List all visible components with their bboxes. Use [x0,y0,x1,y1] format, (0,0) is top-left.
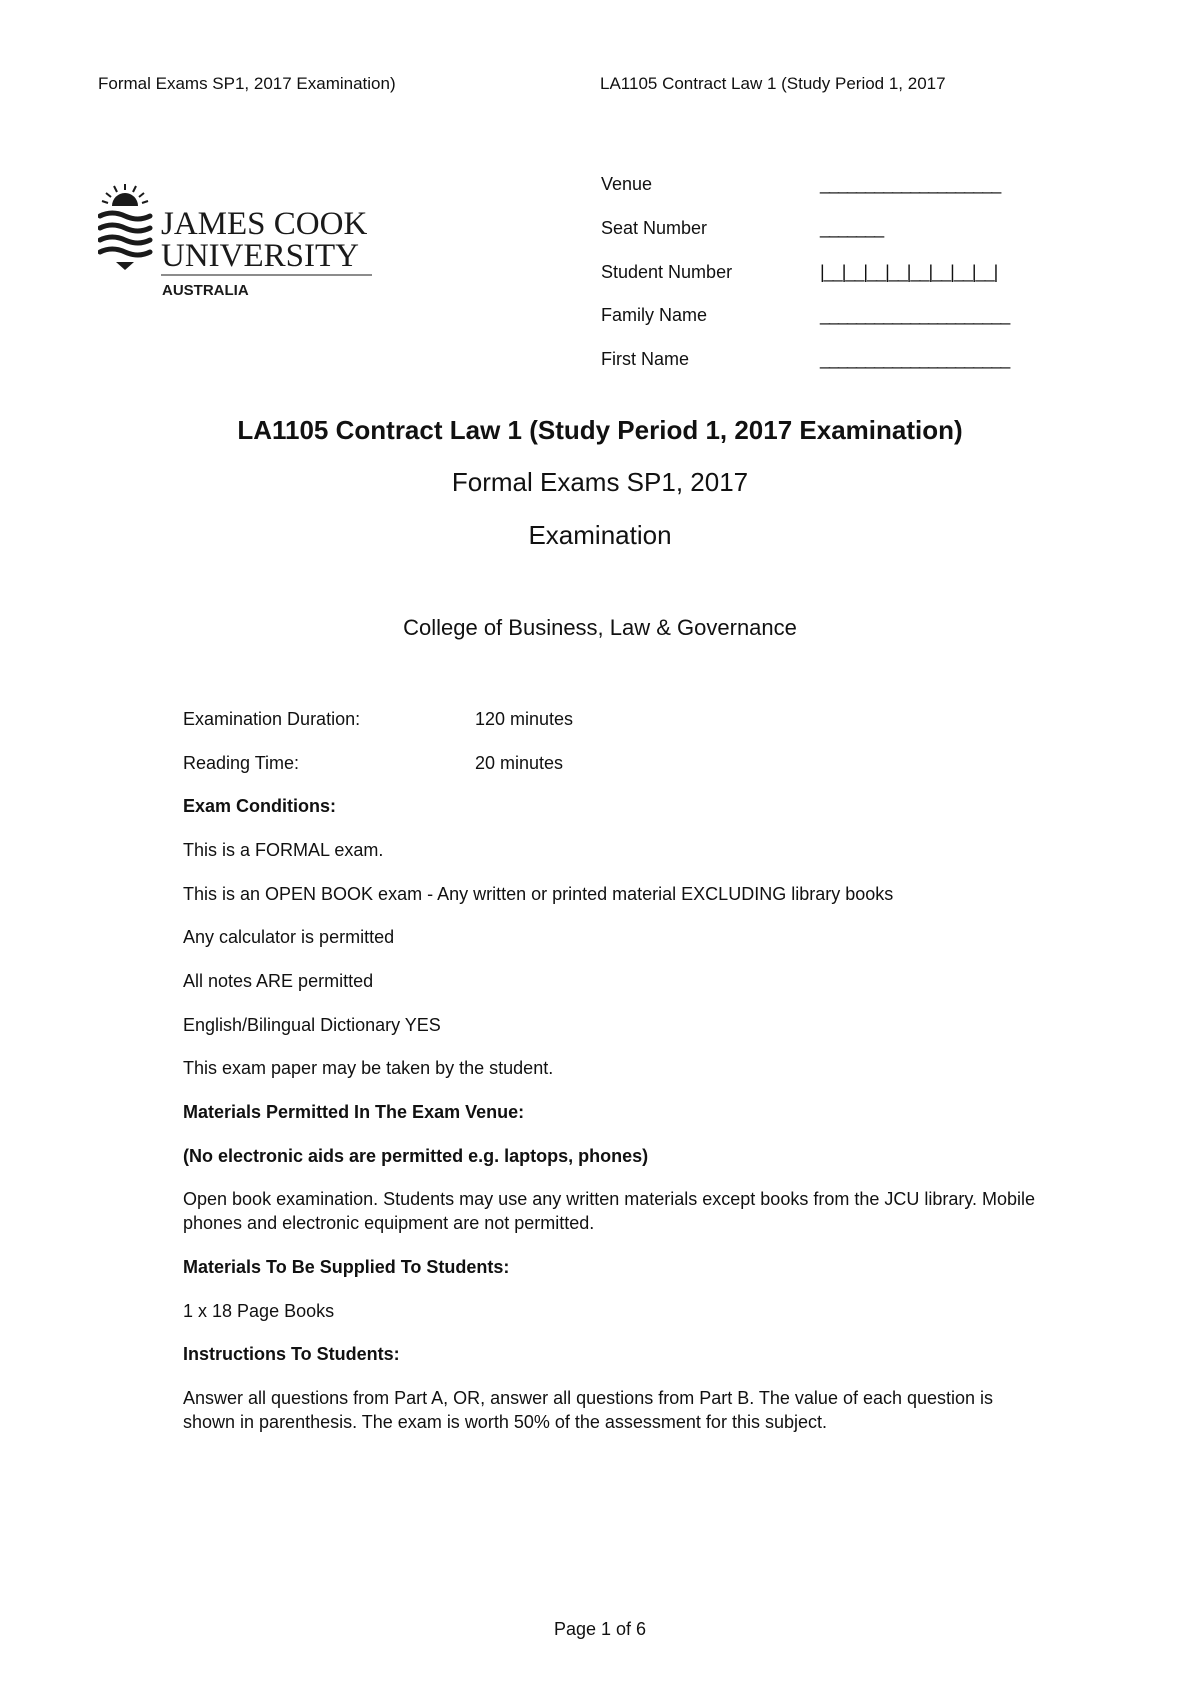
venue-label: Venue [601,174,653,194]
student-number-field: |__|__|__|__|__|__|__|__| [820,262,998,282]
materials-supplied-heading: Materials To Be Supplied To Students: [183,1257,510,1277]
venue-field: ____________________ [820,174,1001,194]
page-number: Page 1 of 6 [553,1619,647,1639]
exam-conditions-heading: Exam Conditions: [183,796,337,816]
materials-permitted-subheading: (No electronic aids are permitted e.g. laptops, phones) [183,1146,649,1166]
condition-item: English/Bilingual Dictionary YES [183,1015,441,1035]
logo-line-1: JAMES COOK [161,206,368,242]
condition-item: This is an OPEN BOOK exam - Any written or printed material EXCLUDING library books [183,884,894,904]
first-name-label: First Name [601,349,690,369]
duration-label: Examination Duration: [183,709,361,729]
materials-permitted-heading: Materials Permitted In The Exam Venue: [183,1102,525,1122]
sunrise-icon [102,184,148,206]
family-name-label: Family Name [601,305,708,325]
exam-subtitle: Formal Exams SP1, 2017 [451,467,749,497]
condition-item: This is a FORMAL exam. [183,840,384,860]
reading-time-label: Reading Time: [183,753,300,773]
arrow-mark-icon [116,262,134,270]
instructions-heading: Instructions To Students: [183,1344,400,1364]
logo-line-2: UNIVERSITY [161,238,359,274]
seat-number-field: _______ [820,218,884,238]
condition-item: This exam paper may be taken by the student. [183,1058,554,1078]
logo-line-3: AUSTRALIA [162,282,249,299]
first-name-field: _____________________ [820,349,1010,369]
running-header-right: LA1105 Contract Law 1 (Study Period 1, 2017 [600,74,946,93]
waves-icon [100,213,150,255]
family-name-field: _____________________ [820,305,1010,325]
college-name: College of Business, Law & Governance [403,615,797,640]
instructions-text: Answer all questions from Part A, OR, answer all questions from Part B. The value of each question is shown in parenthesis. The exam is worth 50% of the assessment for this subject. [183,1388,994,1432]
exam-label: Examination [528,520,672,550]
duration-value: 120 minutes [475,709,574,729]
condition-item: All notes ARE permitted [183,971,374,991]
exam-title: LA1105 Contract Law 1 (Study Period 1, 2017 Examination) [237,415,963,445]
seat-number-label: Seat Number [601,218,708,238]
materials-permitted-text: Open book examination. Students may use any written materials except books from the JCU library. Mobile phones and electronic equipment are not permitted. [183,1189,1036,1233]
materials-supplied-text: 1 x 18 Page Books [183,1301,335,1321]
reading-time-value: 20 minutes [475,753,564,773]
condition-item: Any calculator is permitted [183,927,395,947]
running-header-left: Formal Exams SP1, 2017 Examination) [98,74,396,93]
student-number-label: Student Number [601,262,733,282]
james-cook-university-logo [98,182,388,302]
